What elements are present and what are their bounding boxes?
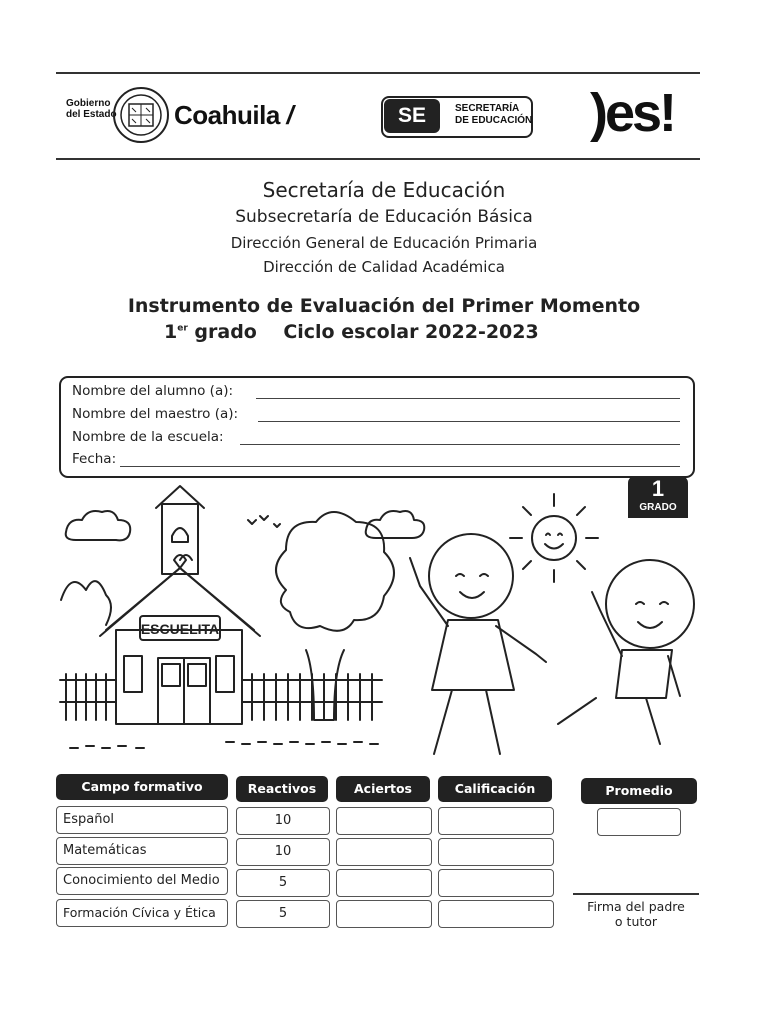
se-logo bbox=[384, 99, 440, 133]
se-text-line2: DE EDUCACIÓN bbox=[455, 115, 533, 126]
grade-badge-number: 1 bbox=[651, 476, 665, 501]
score-cell[interactable] bbox=[438, 807, 554, 835]
items-cell: 5 bbox=[236, 869, 330, 897]
grade-number: 1 bbox=[164, 321, 178, 343]
student-name-label: Nombre del alumno (a): bbox=[72, 383, 234, 399]
bell-icon bbox=[172, 528, 188, 542]
correct-cell[interactable] bbox=[336, 869, 432, 897]
grade-suffix: er bbox=[177, 323, 188, 334]
cloud-left-icon bbox=[66, 511, 131, 540]
subject-cell: Formación Cívica y Ética bbox=[56, 899, 228, 927]
score-cell[interactable] bbox=[438, 900, 554, 928]
boy-head bbox=[606, 560, 694, 648]
signature-line[interactable] bbox=[573, 893, 699, 895]
header-reactivos: Reactivos bbox=[236, 776, 328, 802]
score-cell[interactable] bbox=[438, 838, 554, 866]
se-text-line1: SECRETARÍA bbox=[455, 103, 520, 114]
date-line[interactable] bbox=[120, 466, 680, 467]
header-calificacion: Calificación bbox=[438, 776, 552, 802]
document-title: Instrumento de Evaluación del Primer Momento bbox=[127, 295, 641, 317]
subject-cell: Matemáticas bbox=[56, 837, 228, 865]
header-top-rule bbox=[56, 72, 700, 74]
signature-label bbox=[566, 899, 706, 929]
grade-badge-label: GRADO bbox=[639, 502, 677, 513]
grade-word: grado bbox=[194, 321, 257, 343]
coahuila-logo: Coahuila / bbox=[174, 100, 294, 130]
date-label: Fecha: bbox=[72, 451, 117, 467]
items-cell: 5 bbox=[236, 900, 330, 928]
institution-line3: Dirección General de Educación Primaria bbox=[230, 234, 538, 252]
subject-cell: Conocimiento del Medio bbox=[56, 867, 228, 895]
score-cell[interactable] bbox=[438, 869, 554, 897]
correct-cell[interactable] bbox=[336, 807, 432, 835]
coahuila-text: Coahuila bbox=[174, 100, 280, 130]
teacher-name-label: Nombre del maestro (a): bbox=[72, 406, 239, 422]
correct-cell[interactable] bbox=[336, 900, 432, 928]
signature-label-line1: Firma del padre bbox=[587, 899, 685, 914]
school-children-illustration bbox=[56, 480, 708, 770]
items-cell: 10 bbox=[236, 838, 330, 866]
school-sign-text: ESCUELITA bbox=[140, 621, 220, 637]
grade-cycle-line bbox=[164, 321, 539, 343]
teacher-name-line[interactable] bbox=[258, 421, 680, 422]
items-cell: 10 bbox=[236, 807, 330, 835]
average-cell[interactable] bbox=[597, 808, 681, 836]
header-bottom-rule bbox=[56, 158, 700, 160]
cloud-mid-icon bbox=[366, 511, 425, 538]
header-campo-formativo: Campo formativo bbox=[56, 774, 228, 800]
sun-icon bbox=[532, 516, 576, 560]
tree-icon bbox=[276, 512, 394, 631]
institution-line4: Dirección de Calidad Académica bbox=[263, 258, 505, 276]
institution-line2: Subsecretaría de Educación Básica bbox=[235, 207, 533, 227]
coat-of-arms-icon bbox=[112, 86, 170, 144]
school-name-label: Nombre de la escuela: bbox=[72, 429, 224, 445]
header-promedio: Promedio bbox=[581, 778, 697, 804]
signature-label-line2: o tutor bbox=[614, 914, 658, 929]
gobierno-logo bbox=[66, 98, 117, 120]
girl-head bbox=[429, 534, 513, 618]
estado-text: del Estado bbox=[66, 109, 117, 120]
correct-cell[interactable] bbox=[336, 838, 432, 866]
es-logo: )es! bbox=[590, 83, 675, 143]
student-name-line[interactable] bbox=[256, 398, 680, 399]
heart-icon bbox=[174, 555, 192, 568]
se-abbr: SE bbox=[397, 104, 426, 127]
school-name-line[interactable] bbox=[240, 444, 680, 445]
institution-line1: Secretaría de Educación bbox=[262, 178, 506, 202]
header-aciertos: Aciertos bbox=[336, 776, 430, 802]
school-cycle: Ciclo escolar 2022-2023 bbox=[283, 321, 539, 343]
se-logo-text bbox=[455, 103, 532, 127]
gobierno-text: Gobierno bbox=[66, 98, 111, 109]
subject-cell: Español bbox=[56, 806, 228, 834]
